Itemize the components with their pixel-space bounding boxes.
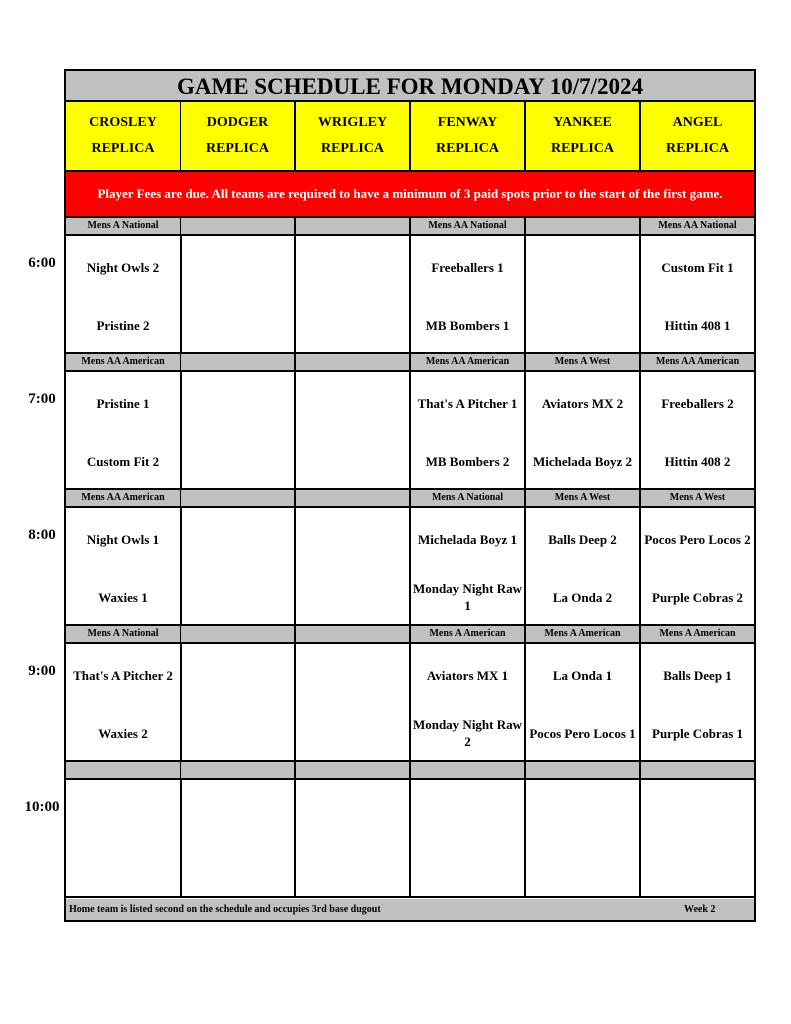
division-label	[296, 218, 411, 236]
away-team: Custom Fit 1	[661, 259, 734, 275]
field-header-fenway	[411, 102, 526, 172]
game-cell	[641, 780, 754, 898]
away-team: Pristine 1	[96, 395, 150, 411]
away-team: Michelada Boyz 1	[418, 531, 517, 547]
home-team: Pocos Pero Locos 1	[529, 725, 636, 741]
home-team: Hittin 408 1	[664, 317, 731, 333]
away-team: Balls Deep 1	[663, 667, 732, 683]
field-name: ANGEL	[672, 115, 723, 130]
division-label: Mens AA National	[641, 218, 754, 236]
division-label	[641, 762, 754, 780]
home-team: Pristine 2	[96, 317, 150, 333]
field-name: FENWAY	[437, 115, 498, 130]
footer	[66, 899, 754, 920]
game-cell	[181, 508, 296, 626]
game-cell	[526, 236, 641, 354]
away-team: La Onda 1	[552, 667, 613, 683]
division-label: Mens A West	[641, 490, 754, 508]
field-header-crosley	[66, 102, 182, 172]
away-team: Night Owls 2	[86, 259, 160, 275]
home-team: Custom Fit 2	[86, 453, 160, 469]
field-subtitle: REPLICA	[435, 141, 499, 156]
division-label	[296, 354, 411, 372]
division-label	[296, 762, 411, 780]
home-team: Waxies 1	[98, 589, 148, 605]
division-label	[181, 626, 296, 644]
division-label	[526, 218, 641, 236]
time-label: 9:00	[28, 663, 56, 679]
home-team: Purple Cobras 1	[652, 725, 743, 741]
game-cell	[181, 236, 296, 354]
away-team: That's A Pitcher 1	[417, 395, 518, 411]
away-team: Pocos Pero Locos 2	[644, 531, 751, 547]
division-label	[66, 762, 182, 780]
home-team: Purple Cobras 2	[652, 589, 743, 605]
division-label	[181, 762, 296, 780]
division-label: Mens AA American	[66, 354, 182, 372]
time-label: 7:00	[28, 391, 56, 407]
home-team: Monday Night Raw 1	[412, 581, 523, 613]
away-team: Night Owls 1	[86, 531, 160, 547]
division-label: Mens AA National	[411, 218, 526, 236]
field-name: CROSLEY	[89, 115, 157, 130]
game-cell	[296, 236, 411, 354]
division-label: Mens A National	[66, 626, 182, 644]
game-cell	[181, 372, 296, 490]
division-label	[296, 490, 411, 508]
game-cell	[641, 372, 754, 490]
division-label: Mens A West	[526, 490, 641, 508]
schedule-sheet	[64, 69, 756, 922]
home-team: Hittin 408 2	[664, 453, 731, 469]
away-team: Balls Deep 2	[548, 531, 617, 547]
field-header-wrigley	[296, 102, 411, 172]
time-label: 8:00	[28, 527, 56, 543]
game-cell	[66, 644, 182, 762]
game-cell	[526, 644, 641, 762]
division-label	[181, 218, 296, 236]
division-label: Mens A West	[526, 354, 641, 372]
game-cell	[66, 236, 182, 354]
game-cell	[296, 780, 411, 898]
field-header-angel	[641, 102, 754, 172]
division-label	[296, 626, 411, 644]
game-cell	[641, 508, 754, 626]
field-header-yankee	[526, 102, 641, 172]
week-label: Week 2	[684, 904, 716, 915]
game-cell	[296, 372, 411, 490]
game-cell	[411, 372, 526, 490]
division-label	[181, 490, 296, 508]
division-label	[526, 762, 641, 780]
field-name: YANKEE	[553, 115, 612, 130]
field-subtitle: REPLICA	[550, 141, 614, 156]
division-label	[181, 354, 296, 372]
game-cell	[66, 508, 182, 626]
home-team: MB Bombers 2	[425, 453, 510, 469]
home-team-note: Home team is listed second on the schedule and occupies 3rd base dugout	[69, 904, 381, 915]
field-subtitle: REPLICA	[205, 141, 269, 156]
home-team: MB Bombers 1	[425, 317, 510, 333]
away-team: That's A Pitcher 2	[73, 667, 173, 683]
field-subtitle: REPLICA	[91, 141, 155, 156]
game-cell	[411, 508, 526, 626]
division-label: Mens A National	[66, 218, 182, 236]
page-title: GAME SCHEDULE FOR MONDAY 10/7/2024	[66, 71, 754, 102]
away-team: Aviators MX 2	[541, 395, 624, 411]
game-cell	[411, 780, 526, 898]
division-label: Mens AA American	[641, 354, 754, 372]
away-team: Freeballers 1	[431, 259, 504, 275]
game-cell	[411, 236, 526, 354]
game-cell	[641, 236, 754, 354]
game-cell	[66, 372, 182, 490]
field-header-dodger	[181, 102, 296, 172]
field-subtitle: REPLICA	[320, 141, 384, 156]
away-team: Aviators MX 1	[426, 667, 509, 683]
field-name: DODGER	[206, 115, 269, 130]
game-cell	[526, 780, 641, 898]
game-cell	[641, 644, 754, 762]
game-cell	[66, 780, 182, 898]
home-team: Michelada Boyz 2	[533, 453, 632, 469]
division-label: Mens A National	[411, 490, 526, 508]
division-label: Mens AA American	[411, 354, 526, 372]
game-cell	[181, 780, 296, 898]
game-cell	[181, 644, 296, 762]
game-cell	[296, 508, 411, 626]
division-label: Mens A American	[526, 626, 641, 644]
home-team: Waxies 2	[98, 725, 148, 741]
home-team: Monday Night Raw 2	[412, 717, 523, 749]
field-subtitle: REPLICA	[665, 141, 729, 156]
division-label: Mens A American	[411, 626, 526, 644]
fee-notice: Player Fees are due. All teams are required to have a minimum of 3 paid spots prior to the start of the first game.	[66, 172, 754, 218]
game-cell	[526, 508, 641, 626]
game-cell	[526, 372, 641, 490]
game-cell	[296, 644, 411, 762]
game-cell	[411, 644, 526, 762]
field-name: WRIGLEY	[317, 115, 388, 130]
away-team: Freeballers 2	[661, 395, 734, 411]
division-label: Mens AA American	[66, 490, 182, 508]
time-label: 6:00	[28, 255, 56, 271]
time-label: 10:00	[24, 799, 60, 815]
division-label	[411, 762, 526, 780]
home-team: La Onda 2	[552, 589, 613, 605]
division-label: Mens A American	[641, 626, 754, 644]
